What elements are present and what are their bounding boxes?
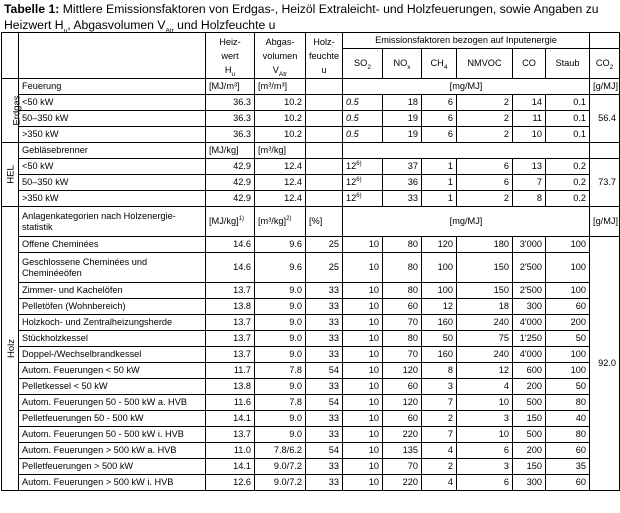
- cell-co: 150: [513, 411, 546, 427]
- cell-nox: 70: [383, 315, 422, 331]
- cell-so2-value: 12: [346, 161, 357, 171]
- cell-nox: 19: [383, 127, 422, 143]
- cell-abgas: 9.0: [255, 427, 306, 443]
- cell-staub: 100: [546, 347, 590, 363]
- cell-nox: 36: [383, 175, 422, 191]
- cell-abgas: 9.0: [255, 331, 306, 347]
- cell-co: 300: [513, 299, 546, 315]
- emission-factor-table: [1, 32, 620, 491]
- row-name: Pelletkessel < 50 kW: [19, 379, 206, 395]
- cell-feuchte: 33: [306, 347, 343, 363]
- row-name: Pelletöfen (Wohnbereich): [19, 299, 206, 315]
- cell-nmvoc: 150: [457, 253, 513, 283]
- table-row: [2, 191, 620, 207]
- cell-ch4: 100: [422, 253, 457, 283]
- cell-so2: [343, 191, 383, 207]
- section-title: Gebläsebrenner: [19, 143, 206, 159]
- unit-abgas: [255, 207, 306, 237]
- row-name: Autom. Feuerungen 50 - 500 kW a. HVB: [19, 395, 206, 411]
- row-name: Autom. Feuerungen < 50 kW: [19, 363, 206, 379]
- header-staub: Staub: [546, 49, 590, 79]
- cell-staub: 80: [546, 427, 590, 443]
- cell-abgas: 12.4: [255, 159, 306, 175]
- cell-co: 10: [513, 127, 546, 143]
- cell-nmvoc: 10: [457, 395, 513, 411]
- caption-line2c: und Holzfeuchte u: [173, 18, 276, 32]
- table-row: [2, 253, 620, 283]
- unit-emissions: [mg/MJ]: [343, 79, 590, 95]
- cell-ch4: 6: [422, 95, 457, 111]
- cell-so2: 10: [343, 347, 383, 363]
- table-row: [2, 379, 620, 395]
- footnote-marker: 2): [286, 215, 292, 222]
- cell-so2-value: 12: [346, 177, 357, 187]
- table-row: [2, 127, 620, 143]
- cell-nox: 19: [383, 111, 422, 127]
- section-title: Anlagenkategorien nach Holzenergie-statistik: [19, 207, 206, 237]
- cell-feuchte: 54: [306, 395, 343, 411]
- cell-heizwert: 11.6: [206, 395, 255, 411]
- group-label-text: Erdgas: [11, 95, 23, 126]
- header-abgasvolumen: Abgas- volumen $V_{Atr}$: [255, 33, 306, 79]
- cell-ch4: 50: [422, 331, 457, 347]
- cell-co: 7: [513, 175, 546, 191]
- cell-feuchte: 33: [306, 379, 343, 395]
- cell-co: 2'500: [513, 253, 546, 283]
- cell-so2: [343, 111, 383, 127]
- header-emissionsfaktoren: Emissionsfaktoren bezogen auf Inputenergie: [343, 33, 590, 49]
- cell-feuchte: [306, 159, 343, 175]
- header-so2: $SO_2$: [343, 49, 383, 79]
- cell-feuchte: 33: [306, 283, 343, 299]
- cell-so2: 10: [343, 253, 383, 283]
- cell-nmvoc: 240: [457, 315, 513, 331]
- header-co2-top: [590, 33, 620, 49]
- cell-staub: 200: [546, 315, 590, 331]
- cell-so2: 10: [343, 395, 383, 411]
- cell-abgas: 7.8: [255, 395, 306, 411]
- table-row: [2, 331, 620, 347]
- cell-staub: 0.1: [546, 95, 590, 111]
- cell-feuchte: [306, 191, 343, 207]
- table-caption: [0, 0, 620, 35]
- cell-so2: [343, 175, 383, 191]
- cell-heizwert: 11.7: [206, 363, 255, 379]
- unit-co2: [590, 143, 620, 159]
- cell-abgas: 9.0/7.2: [255, 475, 306, 491]
- table-row: [2, 299, 620, 315]
- cell-co: 200: [513, 379, 546, 395]
- cell-abgas: 7.8/6.2: [255, 443, 306, 459]
- cell-feuchte: [306, 95, 343, 111]
- cell-staub: 40: [546, 411, 590, 427]
- table-row: [2, 95, 620, 111]
- cell-heizwert: 36.3: [206, 127, 255, 143]
- cell-nmvoc: 2: [457, 191, 513, 207]
- cell-nmvoc: 6: [457, 175, 513, 191]
- cell-abgas: 9.0: [255, 411, 306, 427]
- row-name: >350 kW: [19, 127, 206, 143]
- cell-nox: 220: [383, 475, 422, 491]
- cell-nmvoc: 75: [457, 331, 513, 347]
- row-name: Stückholzkessel: [19, 331, 206, 347]
- cell-nox: 70: [383, 459, 422, 475]
- caption-line2a: Heizwert H: [4, 18, 64, 32]
- cell-nmvoc: 180: [457, 237, 513, 253]
- cell-staub: 100: [546, 253, 590, 283]
- unit-co2: [g/MJ]: [590, 79, 620, 95]
- caption-line2b: , Abgasvolumen V: [67, 18, 166, 32]
- unit-heizwert: [MJ/m³]: [206, 79, 255, 95]
- cell-so2-value: 0.5: [346, 97, 359, 107]
- cell-heizwert: 14.1: [206, 411, 255, 427]
- group-label-hel: [2, 143, 19, 207]
- header-holzfeuchte: Holz- feuchte u: [306, 33, 343, 79]
- cell-ch4: 2: [422, 459, 457, 475]
- cell-nox: 60: [383, 299, 422, 315]
- unit-abgas: [m³/kg]: [255, 143, 306, 159]
- unit-feuchte: [306, 143, 343, 159]
- cell-nox: 37: [383, 159, 422, 175]
- cell-nmvoc: 18: [457, 299, 513, 315]
- cell-nox: 135: [383, 443, 422, 459]
- cell-heizwert: 14.6: [206, 253, 255, 283]
- cell-staub: 100: [546, 283, 590, 299]
- table-row: [2, 411, 620, 427]
- table-row: [2, 347, 620, 363]
- cell-ch4: 100: [422, 283, 457, 299]
- cell-ch4: 6: [422, 127, 457, 143]
- cell-abgas: 9.0/7.2: [255, 459, 306, 475]
- cell-nmvoc: 240: [457, 347, 513, 363]
- header-blank: [2, 33, 19, 79]
- cell-ch4: 1: [422, 159, 457, 175]
- cell-so2-value: 0.5: [346, 113, 359, 123]
- section-title: Feuerung: [19, 79, 206, 95]
- cell-co: 4'000: [513, 315, 546, 331]
- cell-staub: 0.1: [546, 127, 590, 143]
- unit-feuchte: [%]: [306, 207, 343, 237]
- caption-label: Tabelle 1:: [4, 2, 60, 16]
- cell-abgas: 7.8: [255, 363, 306, 379]
- footnote-marker: 6): [356, 160, 362, 167]
- row-name: 50–350 kW: [19, 111, 206, 127]
- cell-ch4: 4: [422, 443, 457, 459]
- cell-heizwert: 13.8: [206, 299, 255, 315]
- unit-heizwert: [MJ/kg]: [206, 143, 255, 159]
- cell-co: 150: [513, 459, 546, 475]
- cell-feuchte: 25: [306, 237, 343, 253]
- unit-emissions: [343, 143, 590, 159]
- cell-ch4: 6: [422, 111, 457, 127]
- cell-abgas: 12.4: [255, 175, 306, 191]
- cell-so2: 10: [343, 443, 383, 459]
- cell-co2-hel: 73.7: [590, 159, 620, 207]
- header-nmvoc: NMVOC: [457, 49, 513, 79]
- cell-co: 11: [513, 111, 546, 127]
- cell-heizwert: 13.7: [206, 427, 255, 443]
- cell-feuchte: 33: [306, 315, 343, 331]
- footnote-marker: 6): [356, 176, 362, 183]
- cell-heizwert: 14.1: [206, 459, 255, 475]
- cell-staub: 100: [546, 363, 590, 379]
- table-row: [2, 159, 620, 175]
- cell-nmvoc: 2: [457, 95, 513, 111]
- cell-nox: 80: [383, 331, 422, 347]
- table-row: [2, 283, 620, 299]
- cell-feuchte: 33: [306, 459, 343, 475]
- group-label-holz: [2, 207, 19, 491]
- group-label-erdgas: [2, 79, 23, 143]
- cell-co: 600: [513, 363, 546, 379]
- cell-so2: 10: [343, 427, 383, 443]
- table-row: [2, 111, 620, 127]
- footnote-marker: 1): [238, 215, 244, 222]
- cell-ch4: 7: [422, 395, 457, 411]
- cell-nmvoc: 150: [457, 283, 513, 299]
- group-label-text: HEL: [5, 165, 17, 184]
- table-row: [2, 395, 620, 411]
- cell-staub: 0.2: [546, 175, 590, 191]
- cell-feuchte: 33: [306, 331, 343, 347]
- cell-co: 4'000: [513, 347, 546, 363]
- cell-heizwert: 13.8: [206, 379, 255, 395]
- cell-so2: 10: [343, 331, 383, 347]
- cell-ch4: 12: [422, 299, 457, 315]
- header-nox: $NO_x$: [383, 49, 422, 79]
- cell-ch4: 2: [422, 411, 457, 427]
- cell-ch4: 4: [422, 475, 457, 491]
- cell-heizwert: 11.0: [206, 443, 255, 459]
- group-label-text: Holz: [6, 338, 18, 359]
- unit-heizwert: [206, 207, 255, 237]
- cell-nmvoc: 4: [457, 379, 513, 395]
- row-name: <50 kW: [19, 95, 206, 111]
- cell-feuchte: 33: [306, 427, 343, 443]
- cell-feuchte: 33: [306, 475, 343, 491]
- cell-staub: 0.2: [546, 191, 590, 207]
- cell-so2: 10: [343, 411, 383, 427]
- cell-staub: 60: [546, 475, 590, 491]
- cell-nmvoc: 3: [457, 411, 513, 427]
- cell-so2: [343, 127, 383, 143]
- cell-heizwert: 12.6: [206, 475, 255, 491]
- cell-ch4: 8: [422, 363, 457, 379]
- cell-co: 500: [513, 395, 546, 411]
- row-name: Offene Cheminées: [19, 237, 206, 253]
- unit-co2: [g/MJ]: [590, 207, 620, 237]
- unit-abgas: [m³/m³]: [255, 79, 306, 95]
- cell-so2: [343, 95, 383, 111]
- unit-emissions: [mg/MJ]: [343, 207, 590, 237]
- header-co: CO: [513, 49, 546, 79]
- cell-heizwert: 36.3: [206, 111, 255, 127]
- cell-so2: 10: [343, 299, 383, 315]
- cell-co: 500: [513, 427, 546, 443]
- table-row: [2, 175, 620, 191]
- cell-abgas: 10.2: [255, 127, 306, 143]
- cell-staub: 80: [546, 395, 590, 411]
- cell-staub: 50: [546, 379, 590, 395]
- cell-co: 8: [513, 191, 546, 207]
- unit-abgas-text: [m³/kg]: [258, 216, 287, 226]
- row-name: >350 kW: [19, 191, 206, 207]
- row-name: Autom. Feuerungen > 500 kW i. HVB: [19, 475, 206, 491]
- cell-so2: 10: [343, 283, 383, 299]
- row-name: Pelletfeuerungen > 500 kW: [19, 459, 206, 475]
- cell-nox: 80: [383, 237, 422, 253]
- cell-co2-erdgas: 56.4: [590, 95, 620, 143]
- cell-co2-holz: 92.0: [590, 237, 620, 491]
- cell-staub: 60: [546, 299, 590, 315]
- cell-nmvoc: 12: [457, 363, 513, 379]
- cell-nox: 120: [383, 363, 422, 379]
- cell-nmvoc: 3: [457, 459, 513, 475]
- cell-nmvoc: 10: [457, 427, 513, 443]
- cell-ch4: 1: [422, 175, 457, 191]
- table-row: [2, 315, 620, 331]
- row-name: Zimmer- und Kachelöfen: [19, 283, 206, 299]
- table-row: [2, 237, 620, 253]
- row-name: Geschlossene Cheminées und Cheminéeöfen: [19, 253, 206, 283]
- cell-co: 300: [513, 475, 546, 491]
- row-name: Autom. Feuerungen 50 - 500 kW i. HVB: [19, 427, 206, 443]
- table-row: [2, 363, 620, 379]
- cell-so2: 10: [343, 459, 383, 475]
- cell-ch4: 120: [422, 237, 457, 253]
- cell-so2: 10: [343, 363, 383, 379]
- cell-staub: 0.2: [546, 159, 590, 175]
- cell-abgas: 9.0: [255, 379, 306, 395]
- cell-abgas: 12.4: [255, 191, 306, 207]
- cell-heizwert: 13.7: [206, 283, 255, 299]
- row-name: 50–350 kW: [19, 175, 206, 191]
- row-name: Doppel-/Wechselbrandkessel: [19, 347, 206, 363]
- cell-nox: 60: [383, 379, 422, 395]
- footnote-marker: 6): [356, 192, 362, 199]
- cell-feuchte: [306, 175, 343, 191]
- cell-so2: 10: [343, 237, 383, 253]
- cell-so2-value: 0.5: [346, 129, 359, 139]
- cell-staub: 100: [546, 237, 590, 253]
- cell-nmvoc: 6: [457, 159, 513, 175]
- cell-nmvoc: 6: [457, 443, 513, 459]
- caption-line2a-sub: u: [63, 27, 68, 35]
- cell-so2: [343, 159, 383, 175]
- cell-feuchte: [306, 111, 343, 127]
- cell-abgas: 9.0: [255, 315, 306, 331]
- cell-nox: 80: [383, 283, 422, 299]
- cell-so2: 10: [343, 475, 383, 491]
- header-heizwert: Heiz- wert $H_u$: [206, 33, 255, 79]
- table-row: [2, 427, 620, 443]
- cell-nox: 33: [383, 191, 422, 207]
- cell-nmvoc: 2: [457, 127, 513, 143]
- cell-nmvoc: 6: [457, 475, 513, 491]
- cell-nox: 60: [383, 411, 422, 427]
- cell-nox: 120: [383, 395, 422, 411]
- cell-feuchte: 25: [306, 253, 343, 283]
- table-row: [2, 459, 620, 475]
- cell-staub: 0.1: [546, 111, 590, 127]
- cell-abgas: 9.0: [255, 283, 306, 299]
- cell-abgas: 9.6: [255, 253, 306, 283]
- unit-heizwert-text: [MJ/kg]: [209, 216, 239, 226]
- cell-feuchte: [306, 127, 343, 143]
- cell-ch4: 160: [422, 315, 457, 331]
- cell-so2: 10: [343, 379, 383, 395]
- row-name: Holzkoch- und Zentralheizungsherde: [19, 315, 206, 331]
- cell-heizwert: 36.3: [206, 95, 255, 111]
- cell-feuchte: 54: [306, 363, 343, 379]
- cell-nox: 70: [383, 347, 422, 363]
- cell-nox: 220: [383, 427, 422, 443]
- caption-line1: Mittlere Emissionsfaktoren von Erdgas-, Heizöl Extraleicht- und Holzfeuerungen, sowie Angaben zu: [62, 2, 599, 16]
- cell-ch4: 7: [422, 427, 457, 443]
- header-ch4: $CH_4$: [422, 49, 457, 79]
- cell-so2: 10: [343, 315, 383, 331]
- cell-heizwert: 42.9: [206, 175, 255, 191]
- cell-heizwert: 13.7: [206, 331, 255, 347]
- cell-heizwert: 42.9: [206, 191, 255, 207]
- cell-co: 1'250: [513, 331, 546, 347]
- table-row: [2, 475, 620, 491]
- cell-feuchte: 33: [306, 411, 343, 427]
- cell-abgas: 9.0: [255, 347, 306, 363]
- cell-heizwert: 14.6: [206, 237, 255, 253]
- cell-heizwert: 13.7: [206, 315, 255, 331]
- cell-nox: 18: [383, 95, 422, 111]
- cell-co: 3'000: [513, 237, 546, 253]
- cell-nmvoc: 2: [457, 111, 513, 127]
- cell-feuchte: 33: [306, 299, 343, 315]
- table-row: [2, 443, 620, 459]
- cell-co: 200: [513, 443, 546, 459]
- cell-co: 14: [513, 95, 546, 111]
- cell-so2-value: 12: [346, 193, 357, 203]
- cell-nox: 80: [383, 253, 422, 283]
- cell-staub: 35: [546, 459, 590, 475]
- row-name: <50 kW: [19, 159, 206, 175]
- cell-staub: 60: [546, 443, 590, 459]
- row-name: Pelletfeuerungen 50 - 500 kW: [19, 411, 206, 427]
- cell-heizwert: 13.7: [206, 347, 255, 363]
- header-co2: $CO_2$: [590, 49, 620, 79]
- cell-ch4: 160: [422, 347, 457, 363]
- cell-co: 13: [513, 159, 546, 175]
- cell-abgas: 10.2: [255, 111, 306, 127]
- cell-abgas: 10.2: [255, 95, 306, 111]
- unit-feuchte: [306, 79, 343, 95]
- cell-heizwert: 42.9: [206, 159, 255, 175]
- cell-abgas: 9.6: [255, 237, 306, 253]
- cell-feuchte: 54: [306, 443, 343, 459]
- cell-co: 2'500: [513, 283, 546, 299]
- cell-staub: 50: [546, 331, 590, 347]
- header-blank-2: [19, 33, 206, 79]
- cell-abgas: 9.0: [255, 299, 306, 315]
- cell-ch4: 3: [422, 379, 457, 395]
- cell-ch4: 1: [422, 191, 457, 207]
- row-name: Autom. Feuerungen > 500 kW a. HVB: [19, 443, 206, 459]
- caption-line2b-sub: Atr: [165, 27, 174, 35]
